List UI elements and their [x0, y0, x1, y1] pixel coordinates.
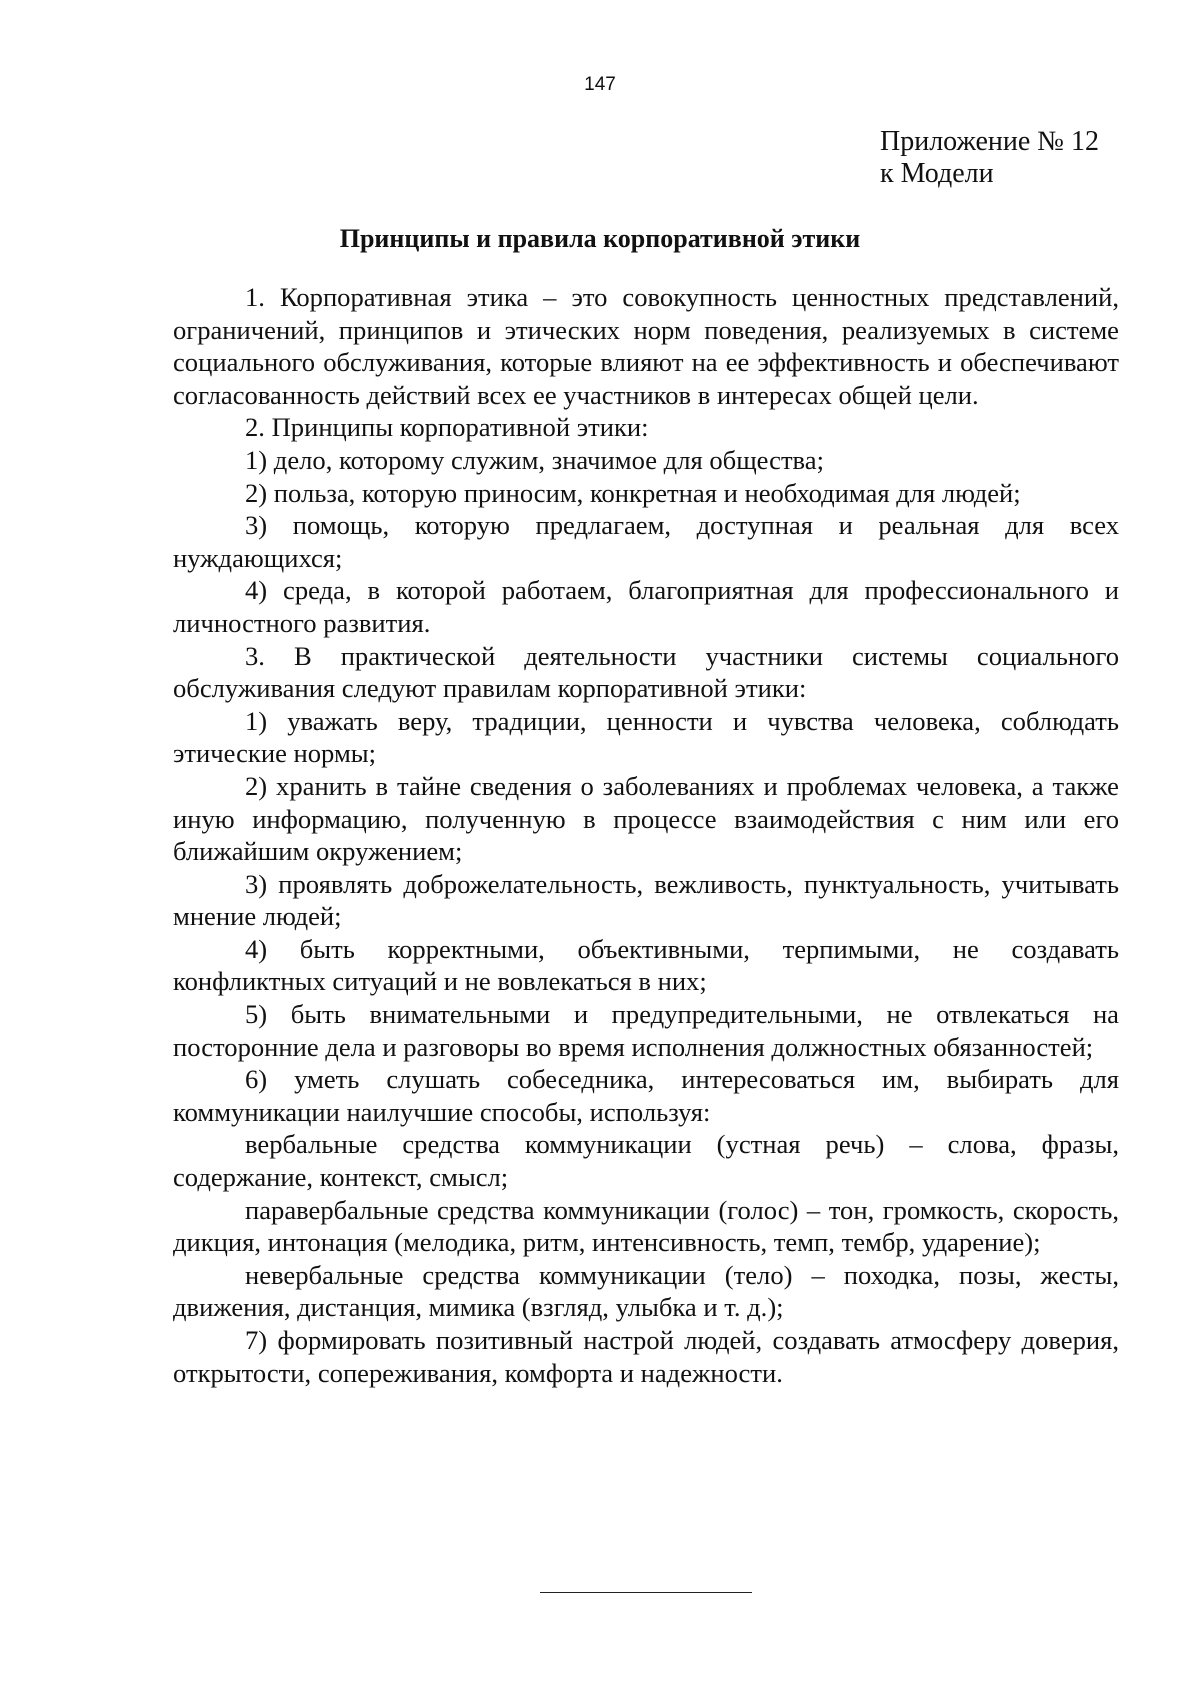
appendix-number: Приложение № 12: [880, 126, 1099, 157]
appendix-reference: [880, 126, 1099, 190]
principle-item: 4) среда, в которой работаем, благоприятная для профессионального и личностного развития.: [173, 575, 1119, 638]
communication-means-item: невербальные средства коммуникации (тело) – походка, позы, жесты, движения, дистанция, мимика (взгляд, улыбка и т. д.);: [173, 1259, 1119, 1323]
communication-means-item: паравербальные средства коммуникации (голос) – тон, громкость, скорость, дикция, интонация (мелодика, ритм, интенсивность, темп, тембр, ударение);: [173, 1194, 1119, 1258]
communication-means-item: вербальные средства коммуникации (устная речь) – слова, фразы, содержание, контекст, смысл;: [173, 1129, 1119, 1193]
appendix-model-ref: к Модели: [880, 158, 994, 189]
rule-item: 5) быть внимательными и предупредительными, не отвлекаться на посторонние дела и разговоры во время исполнения должностных обязанностей;: [173, 999, 1119, 1062]
paragraph-definition: 1. Корпоративная этика – это совокупность ценностных представлений, ограничений, принципов и этических норм поведения, реализуемых в системе социального обслуживания, которые влияют на ее эффективность и обеспечивают согласованность действий всех ее участников в интересах общей цели.: [173, 282, 1119, 410]
page-number: 147: [584, 74, 616, 95]
document-title: Принципы и правила корпоративной этики: [339, 224, 861, 253]
rule-item: 7) формировать позитивный настрой людей, создавать атмосферу доверия, открытости, сопереживания, комфорта и надежности.: [173, 1325, 1119, 1388]
document-body: [173, 281, 1119, 1389]
principle-item: 3) помощь, которую предлагаем, доступная и реальная для всех нуждающихся;: [173, 510, 1119, 573]
rule-item: 4) быть корректными, объективными, терпимыми, не создавать конфликтных ситуаций и не вовлекаться в них;: [173, 933, 1119, 997]
principle-item: 2) польза, которую приносим, конкретная и необходимая для людей;: [245, 477, 1021, 508]
principle-item: 1) дело, которому служим, значимое для общества;: [245, 444, 824, 475]
rule-item: 2) хранить в тайне сведения о заболеваниях и проблемах человека, а также иную информацию, полученную в процессе взаимодействия с ним или его ближайшим окружением;: [173, 770, 1119, 867]
rule-item: 1) уважать веру, традиции, ценности и чувства человека, соблюдать этические нормы;: [173, 705, 1119, 769]
footer-divider: [540, 1592, 752, 1593]
rule-item: 3) проявлять доброжелательность, вежливость, пунктуальность, учитывать мнение людей;: [173, 868, 1119, 932]
paragraph-principles-heading: 2. Принципы корпоративной этики:: [245, 412, 649, 443]
paragraph-rules-heading: 3. В практической деятельности участники системы социального обслуживания следуют правилам корпоративной этики:: [173, 640, 1119, 704]
rule-item: 6) уметь слушать собеседника, интересоваться им, выбирать для коммуникации наилучшие способы, используя:: [173, 1064, 1119, 1127]
